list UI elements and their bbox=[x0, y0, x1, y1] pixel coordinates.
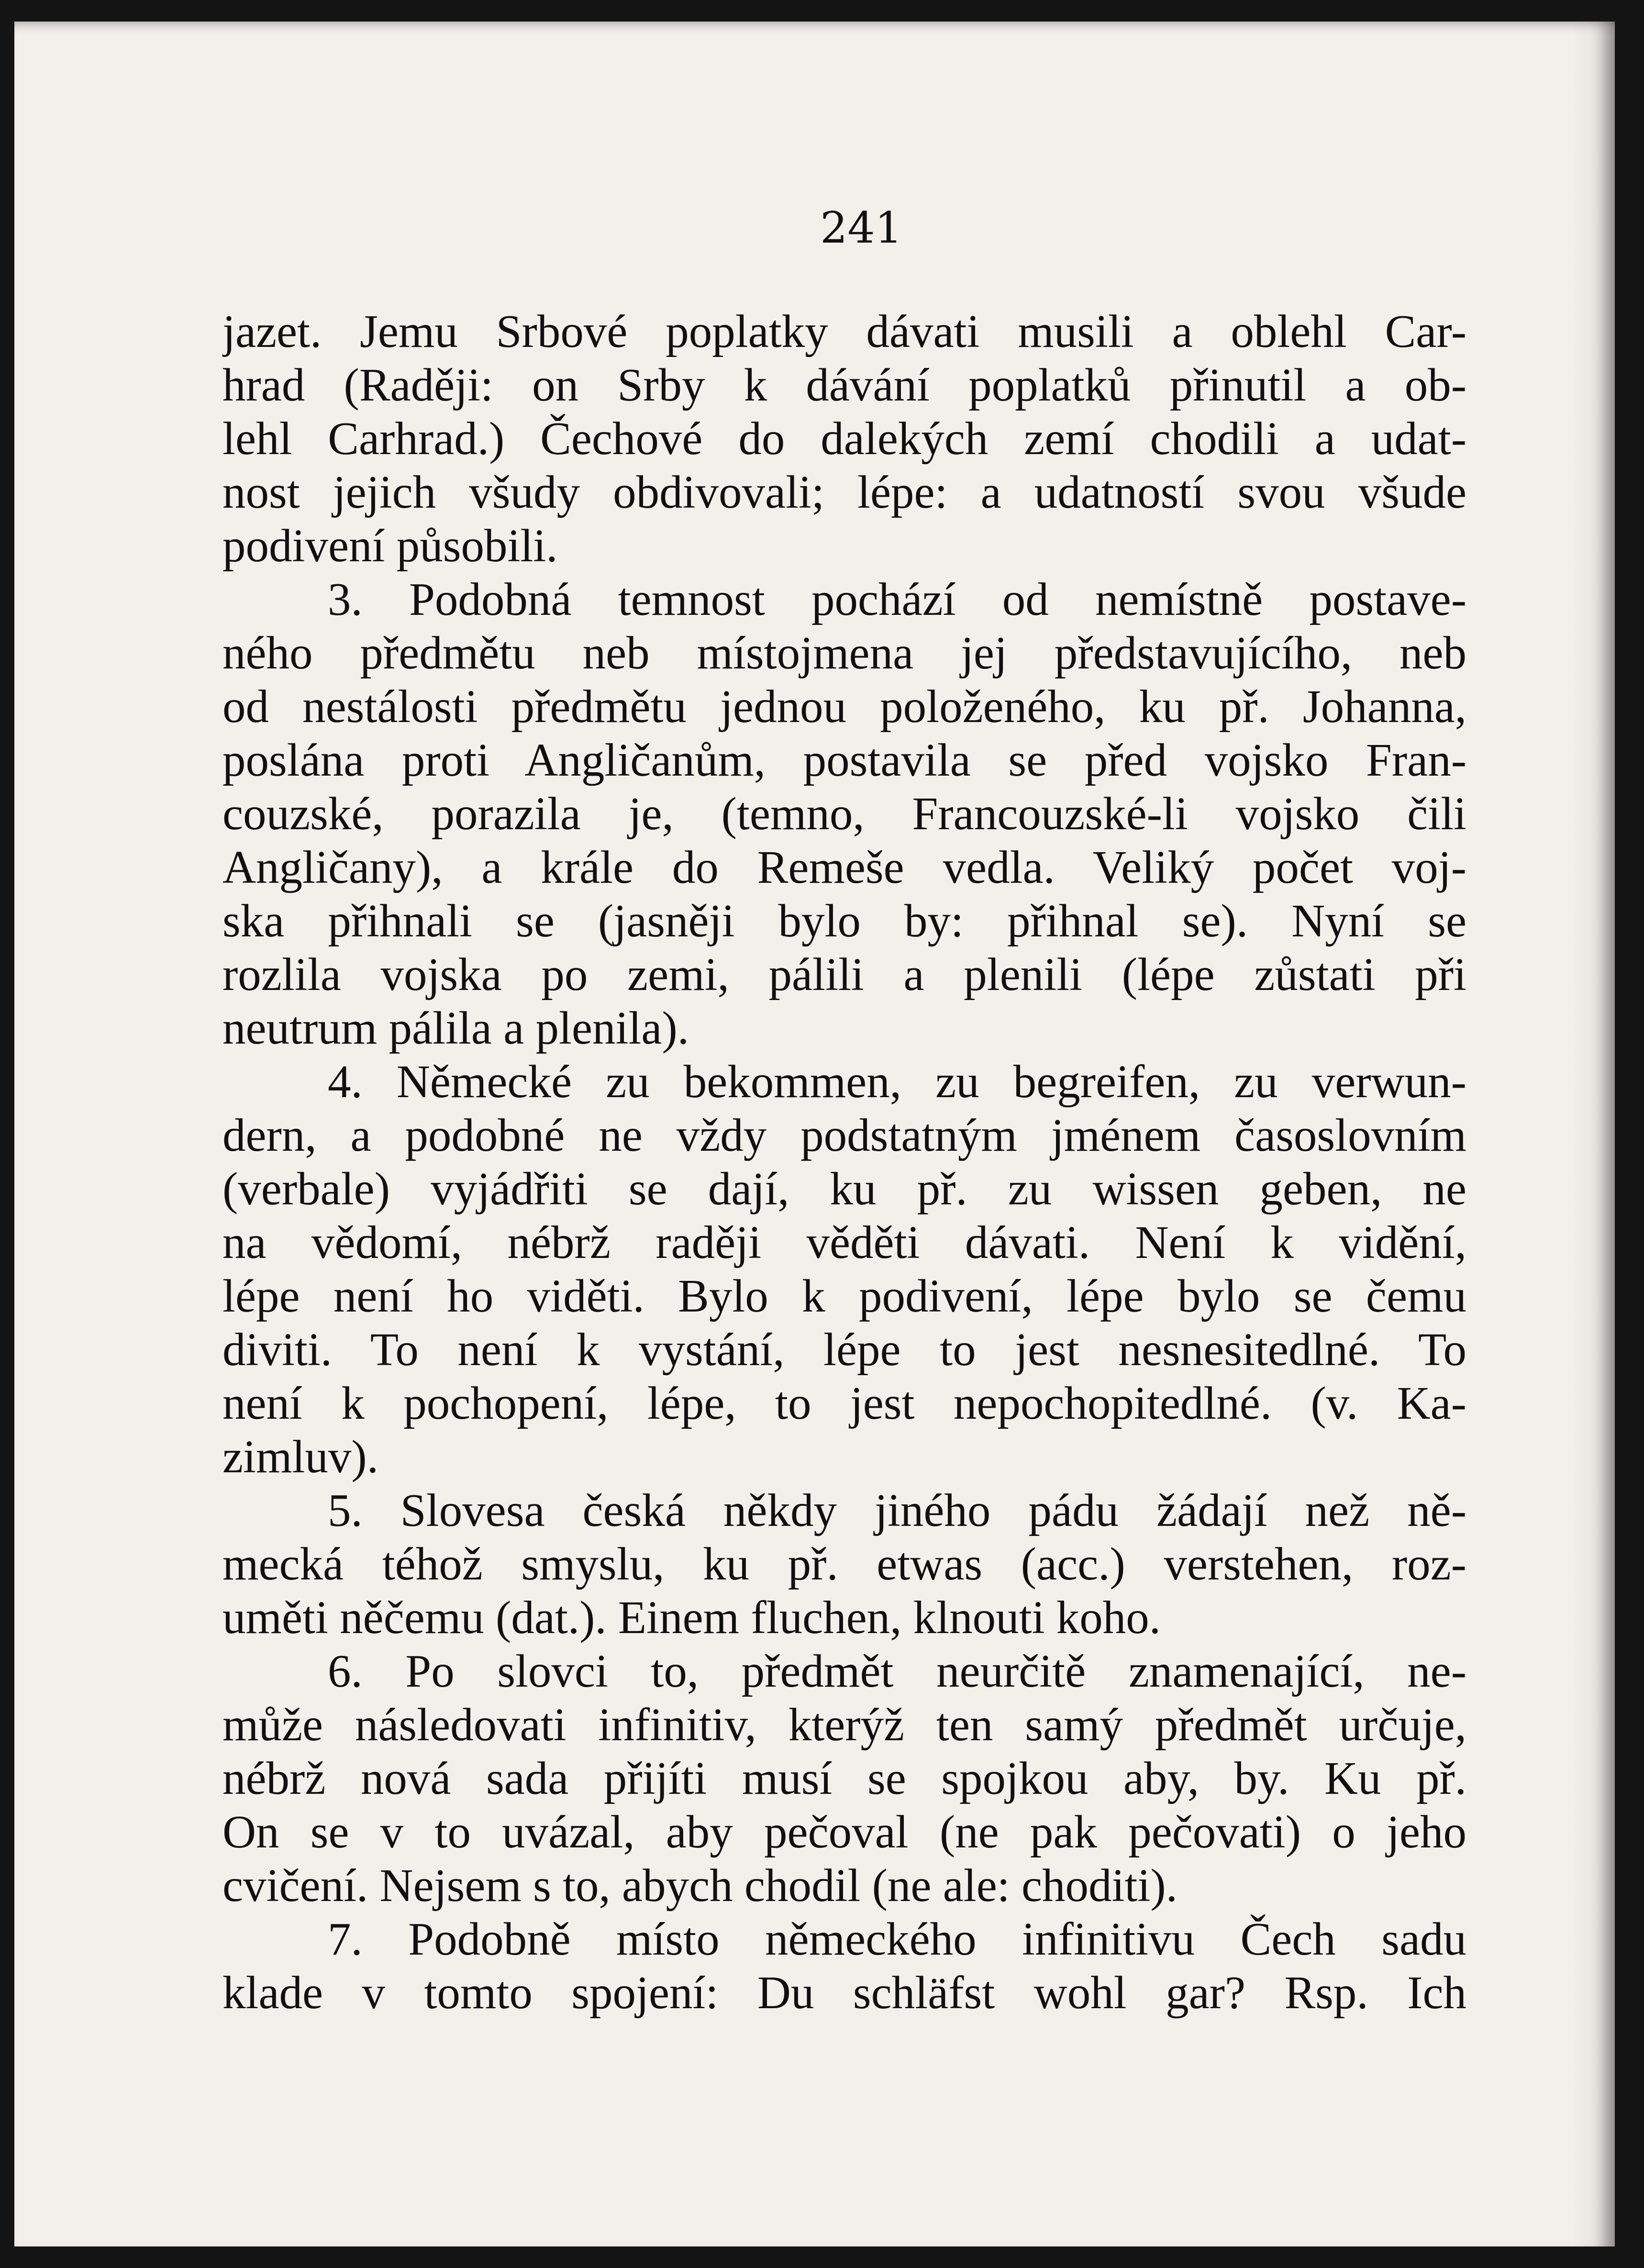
page-text bbox=[222, 305, 1466, 2020]
book-page bbox=[14, 22, 1615, 2246]
text-line: nébrž nová sada přijíti musí se spojkou aby, by. Ku př. bbox=[222, 1753, 1466, 1804]
text-line: cvičení. Nejsem s to, abych chodil (ne ale: choditi). bbox=[222, 1860, 1177, 1911]
text-line: na vědomí, nébrž raději věděti dávati. Není k vidění, bbox=[222, 1217, 1466, 1268]
text-line: jazet. Jemu Srbové poplatky dávati musili a oblehl Car- bbox=[222, 306, 1466, 357]
text-line: rozlila vojska po zemi, pálili a plenili (lépe zůstati při bbox=[222, 949, 1466, 1000]
text-line: mecká téhož smyslu, ku př. etwas (acc.) verstehen, roz- bbox=[222, 1538, 1466, 1590]
text-line: neutrum pálila a plenila). bbox=[222, 1002, 689, 1054]
text-line: nost jejich všudy obdivovali; lépe: a udatností svou všude bbox=[222, 467, 1466, 518]
text-line: klade v tomto spojení: Du schläfst wohl gar? Rsp. Ich bbox=[222, 1967, 1466, 2018]
text-line: lépe není ho viděti. Bylo k podivení, lépe bylo se čemu bbox=[222, 1270, 1466, 1322]
text-line: 6. Po slovci to, předmět neurčitě znamenající, ne- bbox=[328, 1645, 1466, 1697]
text-line: 7. Podobně místo německého infinitivu Čech sadu bbox=[328, 1913, 1466, 1965]
text-line: 4. Německé zu bekommen, zu begreifen, zu verwun- bbox=[328, 1056, 1466, 1107]
text-line: hrad (Raději: on Srby k dávání poplatků přinutil a ob- bbox=[222, 359, 1466, 411]
text-line: 5. Slovesa česká někdy jiného pádu žádají než ně- bbox=[328, 1485, 1466, 1536]
text-line: ska přihnali se (jasněji bylo by: přihnal se). Nyní se bbox=[222, 895, 1466, 946]
text-line: zimluv). bbox=[222, 1431, 378, 1482]
text-line: couzské, porazila je, (temno, Francouzské-li vojsko čili bbox=[222, 788, 1466, 839]
text-line: podivení působili. bbox=[222, 520, 558, 571]
text-line: (verbale) vyjádřiti se dají, ku př. zu wissen geben, ne bbox=[222, 1163, 1466, 1214]
text-line: Angličany), a krále do Remeše vedla. Veliký počet voj- bbox=[222, 842, 1466, 893]
text-line: není k pochopení, lépe, to jest nepochopitedlné. (v. Ka- bbox=[222, 1378, 1466, 1429]
text-line: od nestálosti předmětu jednou položeného, ku př. Johanna, bbox=[222, 681, 1466, 732]
text-line: lehl Carhrad.) Čechové do dalekých zemí chodili a udat- bbox=[222, 413, 1466, 464]
page-edge-shadow bbox=[1572, 22, 1615, 2246]
text-line: může následovati infinitiv, kterýž ten samý předmět určuje, bbox=[222, 1699, 1466, 1750]
text-line: uměti něčemu (dat.). Einem fluchen, klnouti koho. bbox=[222, 1592, 1161, 1643]
text-line: 3. Podobná temnost pochází od nemístně postave- bbox=[328, 574, 1466, 625]
text-line: ného předmětu neb místojmena jej představujícího, neb bbox=[222, 627, 1466, 678]
text-line: diviti. To není k vystání, lépe to jest nesnesitedlné. To bbox=[222, 1324, 1466, 1375]
text-line: On se v to uvázal, aby pečoval (ne pak pečovati) o jeho bbox=[222, 1806, 1466, 1857]
text-line: dern, a podobné ne vždy podstatným jménem časoslovním bbox=[222, 1110, 1466, 1161]
page-number: 241 bbox=[820, 203, 902, 253]
text-line: poslána proti Angličanům, postavila se před vojsko Fran- bbox=[222, 734, 1466, 786]
